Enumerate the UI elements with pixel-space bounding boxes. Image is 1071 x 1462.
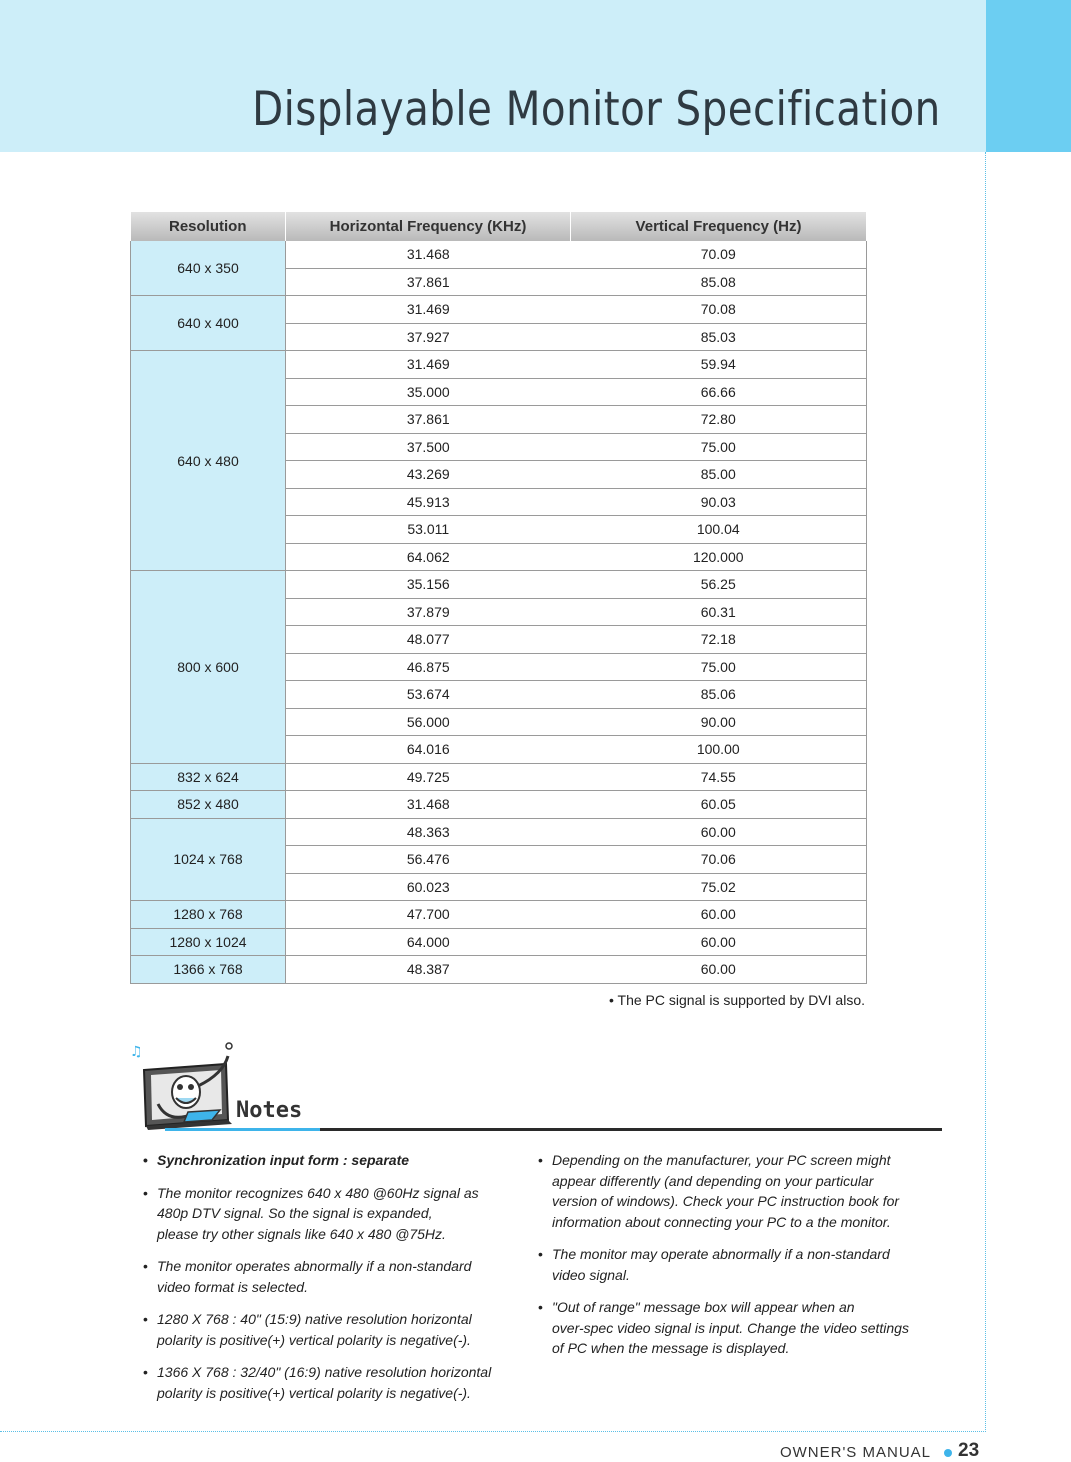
vertical-frequency-cell: 85.06 [571,681,867,709]
horizontal-frequency-cell: 53.011 [286,516,571,544]
note-item: • 1366 X 768 : 32/40" (16:9) native resolution horizontal polarity is positive(+) vertical polarity is negative(-). [140,1362,528,1403]
vertical-frequency-cell: 90.00 [571,708,867,736]
note-item: • The monitor may operate abnormally if a non-standard video signal. [535,1244,947,1285]
horizontal-frequency-cell: 35.156 [286,571,571,599]
vertical-frequency-cell: 85.00 [571,461,867,489]
vertical-frequency-cell: 90.03 [571,488,867,516]
horizontal-frequency-cell: 43.269 [286,461,571,489]
vertical-frequency-cell: 59.94 [571,351,867,379]
resolution-cell: 800 x 600 [131,571,286,764]
horizontal-frequency-cell: 48.077 [286,626,571,654]
header-resolution: Resolution [131,212,286,241]
vertical-frequency-cell: 70.09 [571,241,867,268]
horizontal-frequency-cell: 47.700 [286,901,571,929]
footer-dot [944,1449,952,1457]
resolution-cell: 640 x 350 [131,241,286,296]
horizontal-frequency-cell: 35.000 [286,378,571,406]
notes-right-column [535,1150,947,1371]
horizontal-frequency-cell: 37.861 [286,406,571,434]
horizontal-frequency-cell: 53.674 [286,681,571,709]
header-vertical-frequency: Vertical Frequency (Hz) [571,212,867,241]
page-number: 23 [958,1440,980,1461]
vertical-frequency-cell: 74.55 [571,763,867,791]
vertical-frequency-cell: 60.00 [571,956,867,984]
vertical-frequency-cell: 66.66 [571,378,867,406]
horizontal-frequency-cell: 64.016 [286,736,571,764]
vertical-frequency-cell: 75.02 [571,873,867,901]
resolution-cell: 852 x 480 [131,791,286,819]
resolution-cell: 1280 x 768 [131,901,286,929]
vertical-frequency-cell: 72.18 [571,626,867,654]
horizontal-frequency-cell: 56.000 [286,708,571,736]
vertical-frequency-cell: 60.00 [571,928,867,956]
note-item: • Synchronization input form : separate [140,1150,528,1171]
table-row [131,901,867,929]
table-row [131,241,867,268]
vertical-frequency-cell: 72.80 [571,406,867,434]
horizontal-frequency-cell: 37.927 [286,323,571,351]
notes-divider-accent [165,1128,320,1131]
vertical-frequency-cell: 100.04 [571,516,867,544]
notes-left-column [140,1150,528,1415]
horizontal-frequency-cell: 45.913 [286,488,571,516]
horizontal-frequency-cell: 31.469 [286,296,571,324]
table-body [131,241,867,983]
horizontal-frequency-cell: 31.469 [286,351,571,379]
vertical-frequency-cell: 60.05 [571,791,867,819]
horizontal-frequency-cell: 64.000 [286,928,571,956]
note-item: • "Out of range" message box will appear when an over-spec video signal is input. Change the video settings of PC when the message is displayed. [535,1297,947,1359]
notes-label: Notes [236,1098,303,1123]
page-border-vertical [985,152,986,1432]
table-row [131,791,867,819]
vertical-frequency-cell: 70.08 [571,296,867,324]
table-header-row [131,212,867,241]
header-horizontal-frequency: Horizontal Frequency (KHz) [286,212,571,241]
table-row [131,956,867,984]
vertical-frequency-cell: 75.00 [571,433,867,461]
table-row [131,351,867,379]
horizontal-frequency-cell: 46.875 [286,653,571,681]
note-item: • The monitor operates abnormally if a non-standard video format is selected. [140,1256,528,1297]
vertical-frequency-cell: 70.06 [571,846,867,874]
note-item: • The monitor recognizes 640 x 480 @60Hz signal as 480p DTV signal. So the signal is expanded, please try other signals like 640 x 480 @75Hz. [140,1183,528,1245]
header-tab [986,0,1071,152]
horizontal-frequency-cell: 48.363 [286,818,571,846]
dvi-footnote: • The PC signal is supported by DVI also. [609,992,865,1008]
vertical-frequency-cell: 85.03 [571,323,867,351]
vertical-frequency-cell: 100.00 [571,736,867,764]
resolution-cell: 1280 x 1024 [131,928,286,956]
horizontal-frequency-cell: 56.476 [286,846,571,874]
table-row [131,571,867,599]
vertical-frequency-cell: 85.08 [571,268,867,296]
table-row [131,928,867,956]
page-border-horizontal [0,1431,986,1432]
svg-text:♫: ♫ [130,1044,143,1060]
horizontal-frequency-cell: 64.062 [286,543,571,571]
vertical-frequency-cell: 60.00 [571,901,867,929]
horizontal-frequency-cell: 37.861 [286,268,571,296]
table-row [131,296,867,324]
resolution-cell: 1366 x 768 [131,956,286,984]
spec-table [130,212,867,984]
horizontal-frequency-cell: 37.879 [286,598,571,626]
page-title: Displayable Monitor Specification [252,82,941,137]
horizontal-frequency-cell: 37.500 [286,433,571,461]
horizontal-frequency-cell: 49.725 [286,763,571,791]
table-row [131,818,867,846]
horizontal-frequency-cell: 31.468 [286,241,571,268]
vertical-frequency-cell: 75.00 [571,653,867,681]
vertical-frequency-cell: 60.31 [571,598,867,626]
horizontal-frequency-cell: 48.387 [286,956,571,984]
resolution-cell: 640 x 400 [131,296,286,351]
vertical-frequency-cell: 60.00 [571,818,867,846]
resolution-cell: 640 x 480 [131,351,286,571]
vertical-frequency-cell: 56.25 [571,571,867,599]
horizontal-frequency-cell: 31.468 [286,791,571,819]
resolution-cell: 1024 x 768 [131,818,286,901]
note-item: • Depending on the manufacturer, your PC screen might appear differently (and depending on your particular version of windows). Check your PC instruction book for information about connecting your PC to a the monitor. [535,1150,947,1232]
horizontal-frequency-cell: 60.023 [286,873,571,901]
table-row [131,763,867,791]
footer-manual-label: OWNER'S MANUAL [779,1444,931,1461]
resolution-cell: 832 x 624 [131,763,286,791]
note-item: • 1280 X 768 : 40" (15:9) native resolution horizontal polarity is positive(+) vertical polarity is negative(-). [140,1309,528,1350]
vertical-frequency-cell: 120.000 [571,543,867,571]
